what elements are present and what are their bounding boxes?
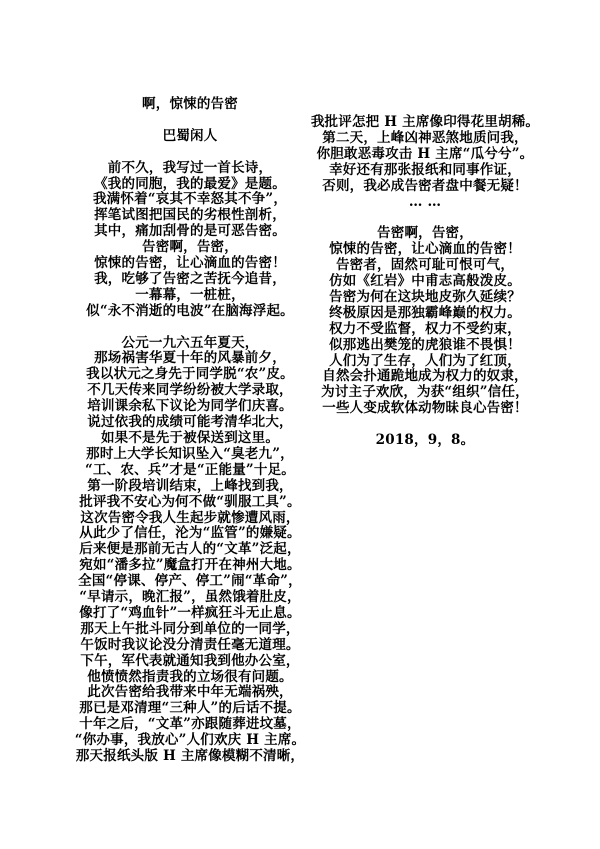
poem-line: 午饭时我议论没分清责任毫无道理。 <box>80 636 300 653</box>
poem-line: 我满怀着“哀其不幸怒其不争”， <box>92 191 288 208</box>
poem-line: 不几天传来同学纷纷被大学录取， <box>87 382 293 399</box>
poem-line: … … <box>408 193 442 210</box>
poem-line: 如果不是先于被保送到这里。 <box>100 429 280 446</box>
poem-date: 2018，9，8。 <box>375 432 475 449</box>
poem-line: 终极原因是那独霸峰巅的权力。 <box>329 304 521 321</box>
poem-line: 告密啊，告密， <box>377 225 473 242</box>
poem-line: 他愤愤然指责我的立场很有问题。 <box>87 668 293 685</box>
poem-line: 我，吃够了告密之苦抚今追昔， <box>94 270 286 287</box>
poem-line: 培训课余私下议论为同学们庆喜。 <box>87 398 293 415</box>
poem-line: 此次告密给我带来中年无端祸殃， <box>87 684 293 701</box>
poem-stanza-4 <box>275 226 575 417</box>
poem-line: 那时上大学长知识坠入“臭老九”， <box>86 445 294 462</box>
poem-line: 惊悚的告密，让心滴血的告密！ <box>94 255 286 272</box>
poem-stanza-3 <box>275 115 575 210</box>
poem-line: 《我的同胞，我的最爱》是题。 <box>94 175 286 192</box>
poem-line: 惊悚的告密，让心滴血的告密！ <box>329 241 521 258</box>
poem-line: 我以状元之身先于同学脱“农”皮。 <box>86 366 294 383</box>
poem-title: 啊，惊悚的告密 <box>142 96 238 112</box>
poem-line: 为讨主子欢欣，为获“组织”信任， <box>321 384 529 401</box>
poem-line: 我批评怎把 H 主席像印得花里胡稀。 <box>310 114 540 130</box>
poem-line: 十年之后，“文革”亦跟随葬进坟墓， <box>79 716 301 733</box>
poem-line: 宛如“潘多拉”魔盒打开在神州大地。 <box>79 557 301 574</box>
poem-line: 公元一九六五年夏天， <box>121 334 259 351</box>
poem-line: 幸好还有那张报纸和同事作证， <box>329 161 521 178</box>
poem-line: 似那逃出樊笼的虎狼谁不畏惧！ <box>329 336 521 353</box>
poem-line: 似“永不消逝的电波”在脑海浮起。 <box>86 302 294 319</box>
poem-line: 告密啊，告密， <box>142 239 238 256</box>
poem-line: 否则，我必成告密者盘中餐无疑！ <box>322 177 528 194</box>
poem-line: 其中，痛加刮骨的是可恶告密。 <box>94 223 286 240</box>
poem-column-right <box>275 115 575 449</box>
poem-line: 那场祸害华夏十年的风暴前夕， <box>94 350 286 367</box>
poem-line: “工、农、兵”才是“正能量”十足。 <box>85 461 295 478</box>
poem-line: 那已是邓清理“三种人”的后话不提。 <box>79 700 301 717</box>
poem-line: 自然会扑通跪地成为权力的奴隶， <box>322 368 528 385</box>
poem-line: 那天上午批斗同分到单位的一同学， <box>80 620 300 637</box>
poem-line: 你胆敢恶毒攻击 H 主席“瓜兮兮”。 <box>316 145 534 162</box>
poem-line: 一幕幕，一桩桩， <box>135 286 245 303</box>
poem-line: “你办事，我放心”人们欢庆 H 主席。 <box>74 732 306 749</box>
poem-line: 告密为何在这块地皮弥久延续？ <box>329 288 521 305</box>
poem-line: 批评我不安心为何不做“驯服工具”。 <box>79 493 301 510</box>
poem-line: 像打了“鸡血针”一样疯狂斗无止息。 <box>79 604 301 621</box>
poem-line: 下午，军代表就通知我到他办公室， <box>80 652 300 669</box>
poem-line: 人们为了生存，人们为了红顶， <box>329 352 521 369</box>
poem-line: 这次告密令我人生起步就惨遭风雨， <box>80 509 300 526</box>
poem-line: 那天报纸头版 H 主席像模糊不清晰， <box>75 748 305 765</box>
poem-line: 一些人变成软体动物昧良心告密！ <box>322 400 528 417</box>
poem-line: 前不久，我写过一首长诗， <box>107 159 273 176</box>
poem-line: 后来便是那前无古人的“文革”泛起， <box>79 541 301 558</box>
poem-line: 第二天，上峰凶神恶煞地质问我， <box>322 129 528 146</box>
poem-line: 仿如《红岩》中甫志高般泼皮。 <box>329 273 521 290</box>
poem-line: 第一阶段培训结束，上峰找到我， <box>87 477 293 494</box>
poem-line: 从此少了信任，沦为“监管”的嫌疑。 <box>79 525 301 542</box>
poem-author: 巴蜀闲人 <box>162 127 218 144</box>
poem-line: 权力不受监督，权力不受约束， <box>329 320 521 337</box>
poem-line: 挥笔试图把国民的劣根性剖析， <box>94 207 286 224</box>
poem-line: 告密者，固然可耻可恨可气， <box>335 257 515 274</box>
poem-line: 全国“停课、停产、停工”闹“革命”， <box>78 573 302 590</box>
poem-line: “早请示，晚汇报”，虽然饿着肚皮， <box>79 589 301 606</box>
poem-line: 说过依我的成绩可能考清华北大， <box>87 414 293 431</box>
